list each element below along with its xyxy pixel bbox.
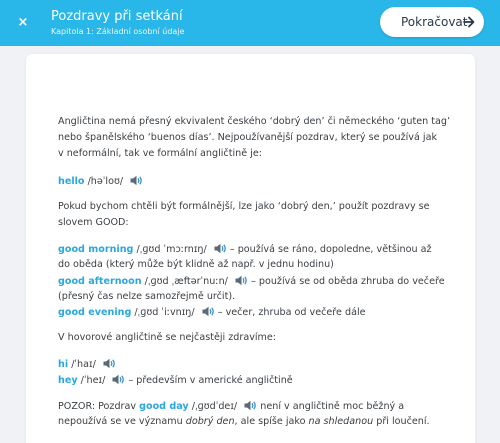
good-evening-description: – večer, zhruba od večeře dále bbox=[217, 307, 366, 318]
word-good-evening: good evening bbox=[58, 307, 132, 318]
good-morning-description: – používá se ráno, dopoledne, většinou až bbox=[229, 244, 432, 255]
note-prefix: POZOR: Pozdrav bbox=[58, 401, 140, 412]
hey-description: – především v americké angličtině bbox=[128, 375, 293, 386]
speaker-icon[interactable] bbox=[235, 275, 248, 286]
continue-label: Pokračovat bbox=[401, 15, 468, 29]
word-hey: hey bbox=[58, 375, 78, 386]
hello-row bbox=[58, 175, 143, 188]
intro-line-3: v neformální, tak ve formální angličtině je: bbox=[58, 148, 262, 159]
phonetic-good-evening: /ˌɡʊd ˈiːvnɪŋ/ bbox=[134, 307, 195, 318]
phonetic-good-afternoon: /ˌɡʊd ˌæftərˈnuːn/ bbox=[144, 276, 228, 287]
speaker-icon[interactable] bbox=[103, 358, 116, 369]
top-bar bbox=[0, 0, 500, 46]
note-text-4: při loučení. bbox=[373, 416, 430, 427]
phonetic-hey: /ˈheɪ/ bbox=[80, 375, 106, 386]
lesson-title: Pozdravy při setkání bbox=[51, 9, 183, 24]
good-afternoon-description: – používá se od oběda zhruba do večeře bbox=[251, 276, 445, 287]
intro-line-1: Angličtina nemá přesný ekvivalent českého ‘dobrý den’ či německého ‘guten tag’ bbox=[58, 116, 451, 127]
good-afternoon-description-2: (přesný čas nelze samozřejmě určit). bbox=[58, 291, 236, 302]
speaker-icon[interactable] bbox=[112, 374, 125, 385]
speaker-icon[interactable] bbox=[202, 306, 215, 317]
hi-row bbox=[58, 358, 116, 371]
note-text-1: není v angličtině moc běžný a bbox=[260, 401, 405, 412]
good-morning-description-2: do oběda (který může být klidně až např. v jednu hodinu) bbox=[58, 259, 334, 270]
speaker-icon[interactable] bbox=[214, 243, 227, 254]
phonetic-good-morning: /ˌɡʊd ˈmɔːrnɪŋ/ bbox=[136, 244, 207, 255]
formal-line-2: slovem GOOD: bbox=[58, 217, 129, 228]
word-hi: hi bbox=[58, 359, 69, 370]
phonetic-hello: /həˈloʊ/ bbox=[87, 176, 124, 187]
note-text-3: , ale spíše jako bbox=[234, 416, 309, 427]
close-icon[interactable]: × bbox=[17, 15, 29, 30]
word-good-day: good day bbox=[139, 401, 189, 412]
speaker-icon[interactable] bbox=[244, 400, 257, 411]
phonetic-good-day: /ˌɡʊdˈdeɪ/ bbox=[191, 401, 238, 412]
good-morning-row bbox=[58, 243, 432, 256]
word-good-afternoon: good afternoon bbox=[58, 276, 142, 287]
intro-line-2: nebo španělského ‘buenos días’. Nejpoužívanější pozdrav, který se používá jak bbox=[58, 132, 437, 143]
formal-line-1: Pokud bychom chtěli být formálnější, lze jako ‘dobrý den,’ použít pozdravy se bbox=[58, 201, 430, 212]
arrow-right-icon bbox=[463, 16, 475, 28]
note-line-1 bbox=[58, 400, 404, 413]
note-text-2: nepoužívá se ve významu bbox=[58, 416, 186, 427]
hey-row bbox=[58, 374, 293, 387]
word-good-morning: good morning bbox=[58, 244, 134, 255]
note-line-2 bbox=[58, 416, 430, 428]
note-dobry-den: dobrý den bbox=[185, 416, 235, 427]
lesson-subtitle: Kapitola 1: Základní osobní údaje bbox=[51, 27, 185, 36]
speaker-icon[interactable] bbox=[130, 175, 143, 186]
continue-button[interactable] bbox=[380, 7, 484, 37]
phonetic-hi: /ˈhaɪ/ bbox=[71, 359, 96, 370]
good-evening-row bbox=[58, 306, 366, 319]
colloquial-intro: V hovorové angličtině se nejčastěji zdravíme: bbox=[58, 332, 277, 343]
note-na-shledanou: na shledanou bbox=[308, 416, 374, 427]
good-afternoon-row bbox=[58, 275, 445, 288]
word-hello: hello bbox=[58, 176, 85, 187]
